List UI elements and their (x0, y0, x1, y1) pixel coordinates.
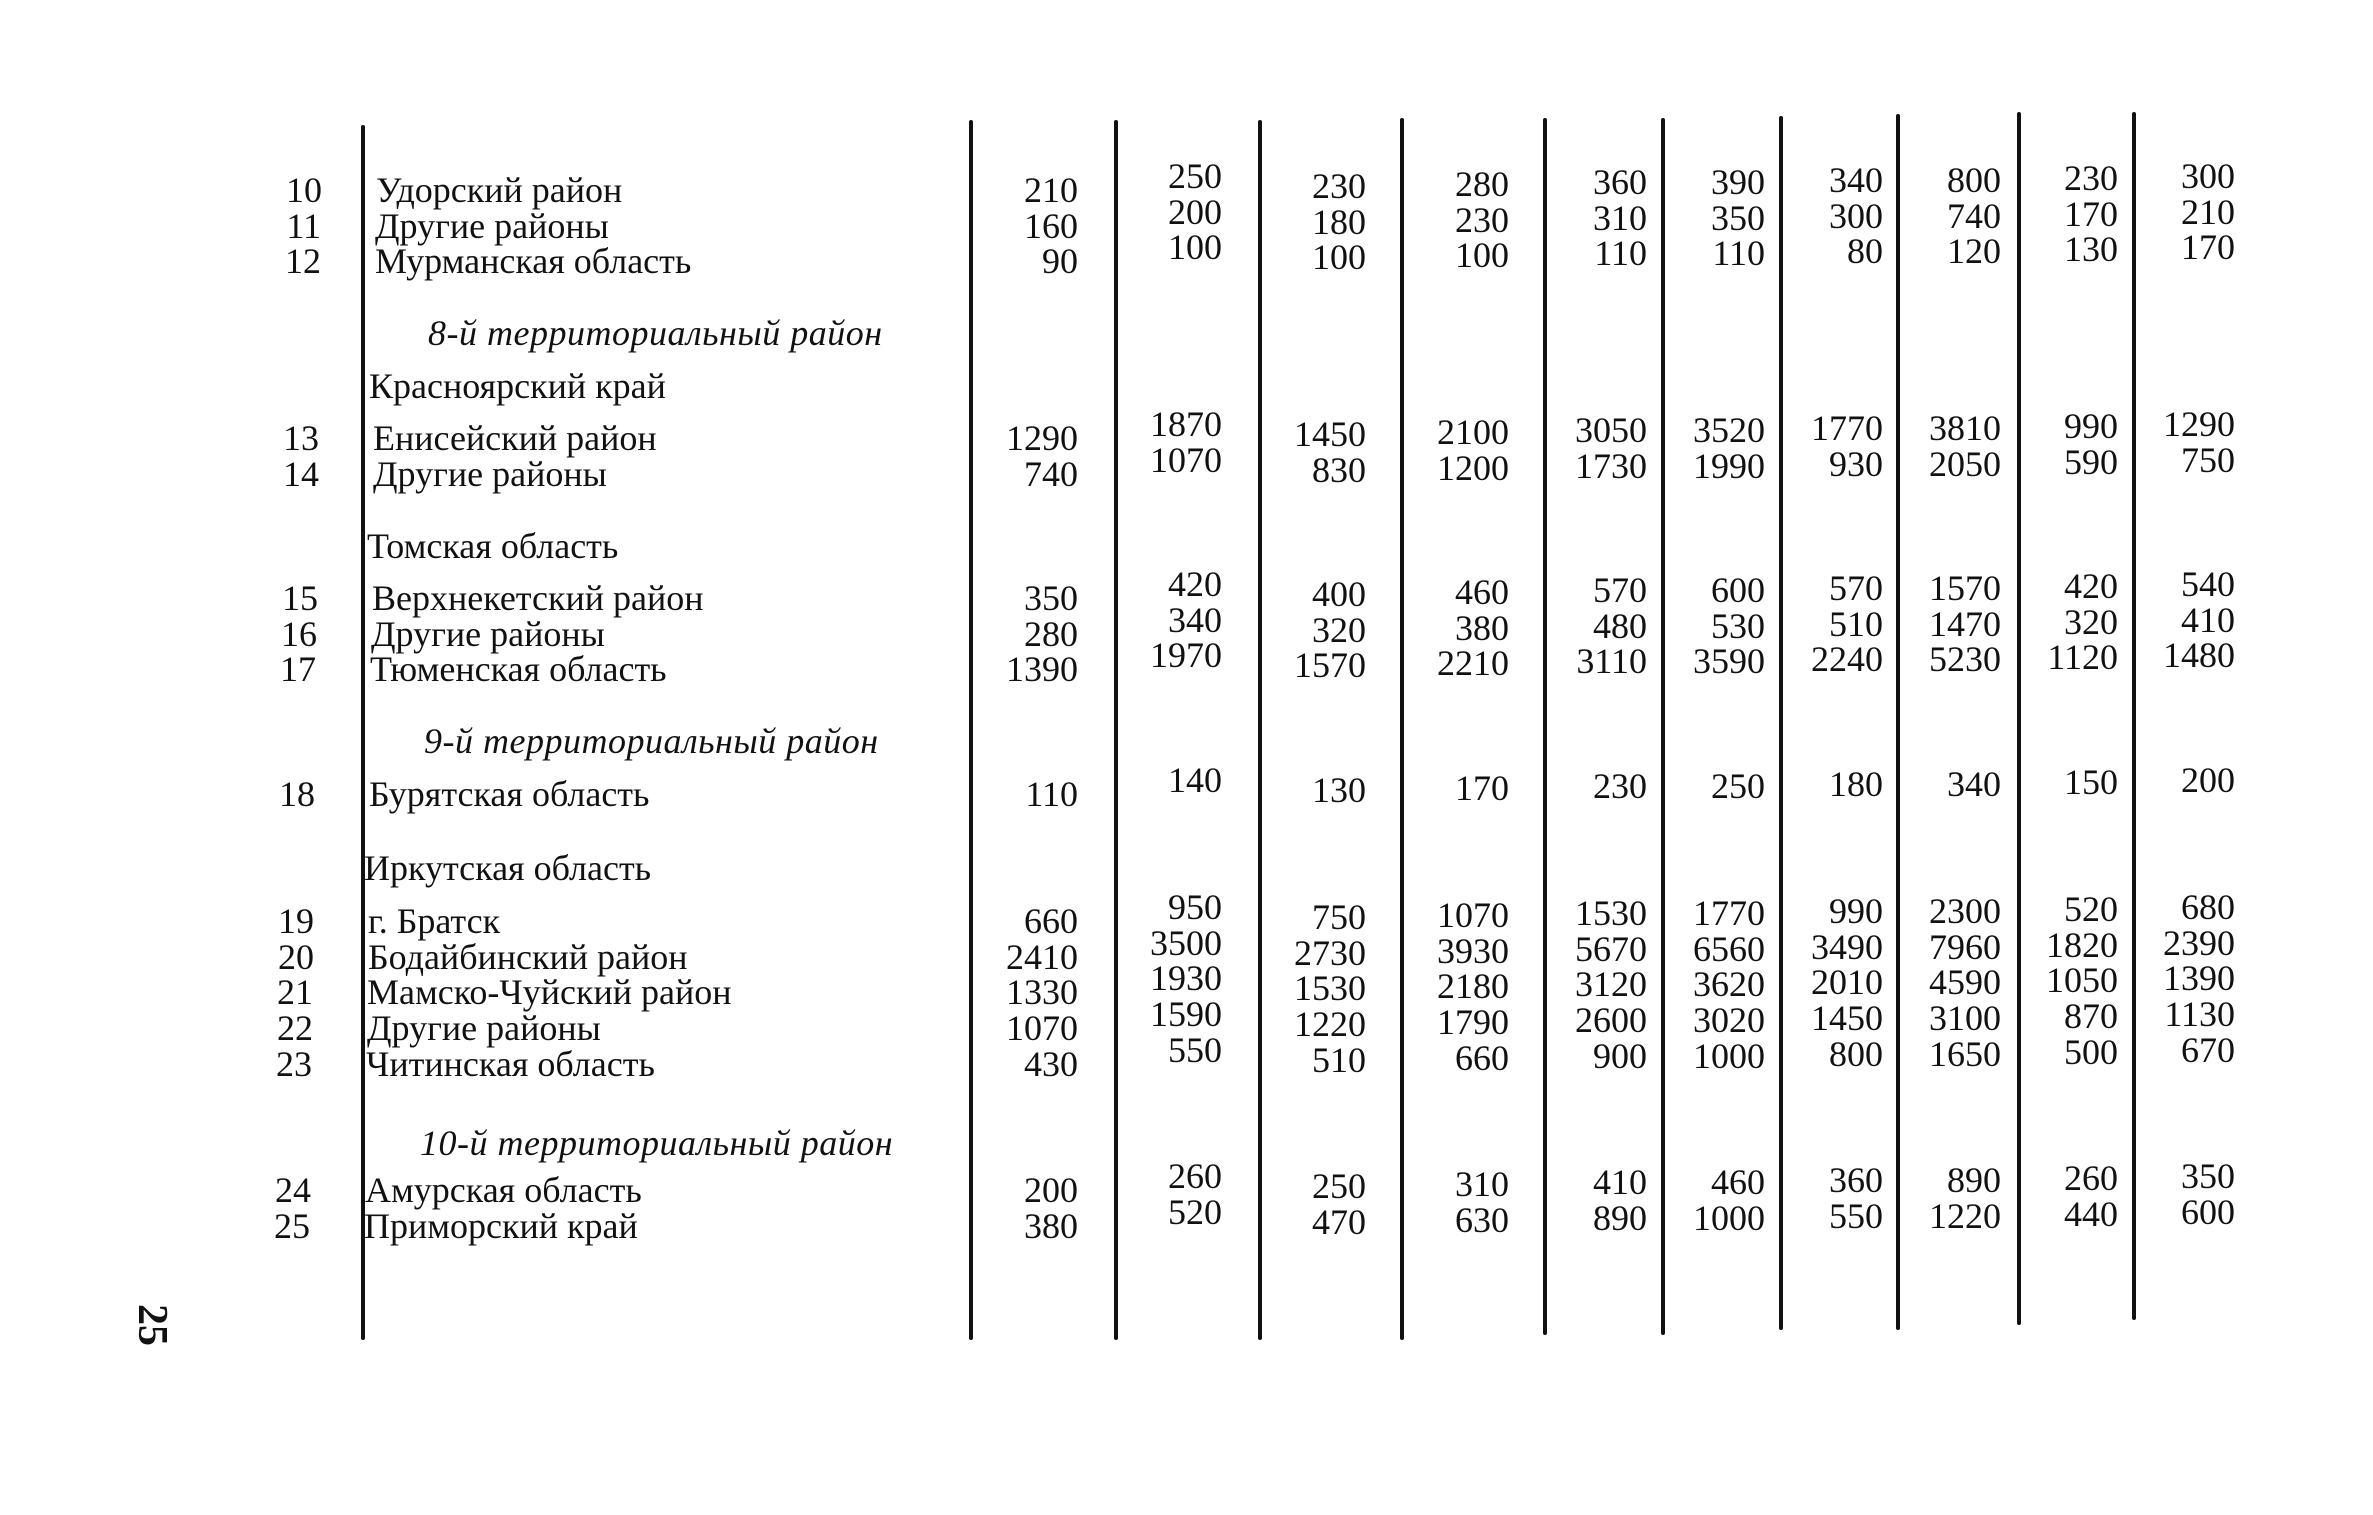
table-cell: 260 (2064, 1158, 2118, 1198)
table-cell: 3110 (1576, 641, 1647, 681)
table-cell: 510 (1829, 604, 1883, 644)
row-name: Другие районы (373, 454, 607, 494)
table-cell: 250 (1168, 156, 1222, 196)
table-cell: 520 (1168, 1192, 1222, 1232)
table-cell: 740 (1024, 454, 1078, 494)
table-cell: 1070 (1150, 440, 1222, 480)
column-rule (969, 120, 973, 1340)
column-rule (1258, 120, 1262, 1340)
table-cell: 2600 (1575, 1000, 1647, 1040)
table-cell: 2410 (1006, 937, 1078, 977)
table-cell: 1590 (1150, 994, 1222, 1034)
row-number: 16 (281, 614, 317, 654)
column-rule (1779, 116, 1783, 1330)
column-rule (2132, 112, 2136, 1320)
row-number: 21 (277, 972, 313, 1012)
table-cell: 380 (1455, 608, 1509, 648)
column-rule (1896, 114, 1900, 1330)
table-cell: 1730 (1575, 446, 1647, 486)
row-name: Мамско-Чуйский район (367, 972, 732, 1012)
table-cell: 1480 (2163, 635, 2235, 675)
table-cell: 360 (1829, 1160, 1883, 1200)
row-name: Читинская область (366, 1044, 655, 1084)
table-cell: 2240 (1811, 639, 1883, 679)
table-cell: 500 (2064, 1032, 2118, 1072)
table-cell: 480 (1593, 606, 1647, 646)
table-cell: 230 (1455, 200, 1509, 240)
table-cell: 260 (1168, 1156, 1222, 1196)
table-cell: 1970 (1150, 635, 1222, 675)
table-cell: 2210 (1437, 643, 1509, 683)
row-name: Другие районы (367, 1008, 601, 1048)
table-cell: 180 (1312, 202, 1366, 242)
group-heading: Иркутская область (364, 848, 652, 888)
table-cell: 2050 (1929, 444, 2001, 484)
column-rule (1400, 118, 1404, 1340)
table-cell: 410 (1593, 1162, 1647, 1202)
table-cell: 740 (1947, 196, 2001, 236)
table-cell: 1070 (1006, 1008, 1078, 1048)
table-cell: 430 (1024, 1044, 1078, 1084)
row-number: 23 (276, 1044, 312, 1084)
table-cell: 100 (1312, 237, 1366, 277)
section-heading: 8-й территориальный район (428, 313, 883, 353)
table-cell: 3620 (1693, 964, 1765, 1004)
row-number: 20 (278, 937, 314, 977)
table-cell: 590 (2064, 442, 2118, 482)
table-cell: 320 (1312, 610, 1366, 650)
table-cell: 3810 (1929, 408, 2001, 448)
table-cell: 1200 (1437, 448, 1509, 488)
table-cell: 3100 (1929, 998, 2001, 1038)
table-cell: 4590 (1929, 962, 2001, 1002)
table-cell: 3930 (1437, 931, 1509, 971)
table-cell: 890 (1593, 1198, 1647, 1238)
table-cell: 540 (2181, 564, 2235, 604)
row-number: 11 (286, 206, 321, 246)
table-cell: 1570 (1929, 568, 2001, 608)
table-cell: 150 (2064, 762, 2118, 802)
table-cell: 80 (1847, 231, 1883, 271)
table-cell: 100 (1168, 227, 1222, 267)
table-cell: 300 (1829, 196, 1883, 236)
table-cell: 990 (1829, 891, 1883, 931)
column-rule (2017, 112, 2021, 1325)
table-cell: 3120 (1575, 964, 1647, 1004)
table-cell: 300 (2181, 156, 2235, 196)
row-name: Верхнекетский район (372, 578, 704, 618)
table-cell: 660 (1024, 901, 1078, 941)
table-cell: 310 (1455, 1164, 1509, 1204)
table-cell: 750 (2181, 440, 2235, 480)
table-cell: 180 (1829, 764, 1883, 804)
row-number: 22 (277, 1008, 313, 1048)
table-cell: 1650 (1929, 1034, 2001, 1074)
table-cell: 350 (1024, 578, 1078, 618)
row-name: Бурятская область (369, 774, 650, 814)
row-number: 24 (275, 1170, 311, 1210)
table-cell: 890 (1947, 1160, 2001, 1200)
table-cell: 210 (1024, 170, 1078, 210)
table-cell: 280 (1455, 164, 1509, 204)
table-cell: 5230 (1929, 639, 2001, 679)
row-name: Другие районы (371, 614, 605, 654)
table-cell: 630 (1455, 1200, 1509, 1240)
table-cell: 1120 (2047, 637, 2118, 677)
row-name: Енисейский район (373, 418, 657, 458)
table-cell: 530 (1711, 606, 1765, 646)
table-cell: 1000 (1693, 1198, 1765, 1238)
table-cell: 1930 (1150, 958, 1222, 998)
table-cell: 1790 (1437, 1002, 1509, 1042)
column-rule (361, 125, 365, 1340)
table-cell: 380 (1024, 1206, 1078, 1246)
table-cell: 470 (1312, 1202, 1366, 1242)
table-cell: 1290 (2163, 404, 2235, 444)
table-cell: 340 (1168, 600, 1222, 640)
table-cell: 930 (1829, 444, 1883, 484)
table-cell: 130 (1312, 770, 1366, 810)
table-cell: 110 (1025, 774, 1078, 814)
table-cell: 400 (1312, 574, 1366, 614)
table-cell: 1450 (1811, 998, 1883, 1038)
table-cell: 570 (1593, 570, 1647, 610)
row-number: 10 (286, 170, 322, 210)
table-cell: 950 (1168, 887, 1222, 927)
table-cell: 3520 (1693, 410, 1765, 450)
table-cell: 1330 (1006, 972, 1078, 1012)
table-cell: 200 (1168, 192, 1222, 232)
table-cell: 420 (1168, 564, 1222, 604)
row-name: Амурская область (365, 1170, 642, 1210)
table-cell: 570 (1829, 568, 1883, 608)
table-cell: 660 (1455, 1038, 1509, 1078)
table-cell: 900 (1593, 1036, 1647, 1076)
table-cell: 1530 (1294, 968, 1366, 1008)
table-cell: 2730 (1294, 933, 1366, 973)
table-cell: 800 (1947, 160, 2001, 200)
table-cell: 1530 (1575, 893, 1647, 933)
table-cell: 2010 (1811, 962, 1883, 1002)
table-cell: 360 (1593, 162, 1647, 202)
table-cell: 750 (1312, 897, 1366, 937)
table-cell: 1450 (1294, 414, 1366, 454)
row-name: Бодайбинский район (368, 937, 688, 977)
table-cell: 520 (2064, 889, 2118, 929)
table-cell: 1770 (1693, 893, 1765, 933)
table-cell: 600 (1711, 570, 1765, 610)
table-cell: 340 (1829, 160, 1883, 200)
table-cell: 1130 (2164, 994, 2235, 1034)
table-cell: 280 (1024, 614, 1078, 654)
table-cell: 2100 (1437, 412, 1509, 452)
table-cell: 1770 (1811, 408, 1883, 448)
table-cell: 830 (1312, 450, 1366, 490)
table-cell: 350 (2181, 1156, 2235, 1196)
table-cell: 3590 (1693, 641, 1765, 681)
row-name: г. Братск (368, 901, 501, 941)
table-cell: 90 (1042, 241, 1078, 281)
table-cell: 3050 (1575, 410, 1647, 450)
row-name: Другие районы (375, 206, 609, 246)
table-cell: 230 (1312, 166, 1366, 206)
table-cell: 340 (1947, 764, 2001, 804)
page-number: 25 (129, 1304, 175, 1346)
table-cell: 1990 (1693, 446, 1765, 486)
table-cell: 1570 (1294, 645, 1366, 685)
table-cell: 3020 (1693, 1000, 1765, 1040)
row-number: 12 (285, 241, 321, 281)
table-cell: 210 (2181, 192, 2235, 232)
table-cell: 1390 (2163, 958, 2235, 998)
table-cell: 1070 (1437, 895, 1509, 935)
table-cell: 420 (2064, 566, 2118, 606)
table-cell: 550 (1829, 1196, 1883, 1236)
column-rule (1661, 118, 1665, 1335)
row-name: Тюменская область (370, 649, 667, 689)
table-cell: 250 (1312, 1166, 1366, 1206)
column-rule (1543, 118, 1547, 1335)
table-cell: 130 (2064, 229, 2118, 269)
table-cell: 550 (1168, 1030, 1222, 1070)
table-cell: 200 (1024, 1170, 1078, 1210)
table-cell: 320 (2064, 602, 2118, 642)
column-rule (1114, 120, 1118, 1340)
table-cell: 1870 (1150, 404, 1222, 444)
table-cell: 170 (2064, 194, 2118, 234)
row-number: 18 (279, 774, 315, 814)
table-cell: 1390 (1006, 649, 1078, 689)
table-cell: 6560 (1693, 929, 1765, 969)
table-cell: 230 (2064, 158, 2118, 198)
table-cell: 140 (1168, 760, 1222, 800)
table-cell: 1290 (1006, 418, 1078, 458)
table-cell: 310 (1593, 198, 1647, 238)
table-cell: 1050 (2046, 960, 2118, 1000)
table-cell: 120 (1947, 231, 2001, 271)
table-cell: 160 (1024, 206, 1078, 246)
table-cell: 2300 (1929, 891, 2001, 931)
table-cell: 350 (1711, 198, 1765, 238)
table-cell: 460 (1455, 572, 1509, 612)
table-cell: 1820 (2046, 925, 2118, 965)
table-cell: 3490 (1811, 927, 1883, 967)
table-cell: 7960 (1929, 927, 2001, 967)
table-cell: 680 (2181, 887, 2235, 927)
table-cell: 600 (2181, 1192, 2235, 1232)
table-cell: 510 (1312, 1040, 1366, 1080)
table-cell: 100 (1455, 235, 1509, 275)
table-cell: 800 (1829, 1034, 1883, 1074)
table-cell: 230 (1593, 766, 1647, 806)
row-name: Удорский район (376, 170, 623, 210)
table-cell: 200 (2181, 760, 2235, 800)
group-heading: Красноярский край (369, 366, 666, 406)
table-cell: 460 (1711, 1162, 1765, 1202)
row-name: Мурманская область (375, 241, 692, 281)
row-number: 25 (274, 1206, 310, 1246)
table-cell: 250 (1711, 766, 1765, 806)
table-cell: 3500 (1150, 923, 1222, 963)
row-number: 17 (280, 649, 316, 689)
table-cell: 1470 (1929, 604, 2001, 644)
table-cell: 170 (2181, 227, 2235, 267)
table-cell: 110 (1594, 233, 1647, 273)
table-cell: 670 (2181, 1030, 2235, 1070)
table-cell: 110 (1712, 233, 1765, 273)
table-cell: 5670 (1575, 929, 1647, 969)
table-cell: 410 (2181, 600, 2235, 640)
row-number: 14 (283, 454, 319, 494)
table-cell: 2390 (2163, 923, 2235, 963)
row-number: 15 (282, 578, 318, 618)
table-cell: 170 (1455, 768, 1509, 808)
row-number: 19 (278, 901, 314, 941)
table-cell: 990 (2064, 406, 2118, 446)
table-cell: 1220 (1929, 1196, 2001, 1236)
group-heading: Томская область (367, 526, 619, 566)
table-cell: 870 (2064, 996, 2118, 1036)
table-cell: 2180 (1437, 966, 1509, 1006)
table-cell: 1000 (1693, 1036, 1765, 1076)
table-cell: 440 (2064, 1194, 2118, 1234)
section-heading: 10-й территориальный район (420, 1123, 894, 1163)
table-cell: 1220 (1294, 1004, 1366, 1044)
section-heading: 9-й территориальный район (424, 721, 879, 761)
table-cell: 390 (1711, 162, 1765, 202)
row-number: 13 (283, 418, 319, 458)
row-name: Приморский край (364, 1206, 638, 1246)
